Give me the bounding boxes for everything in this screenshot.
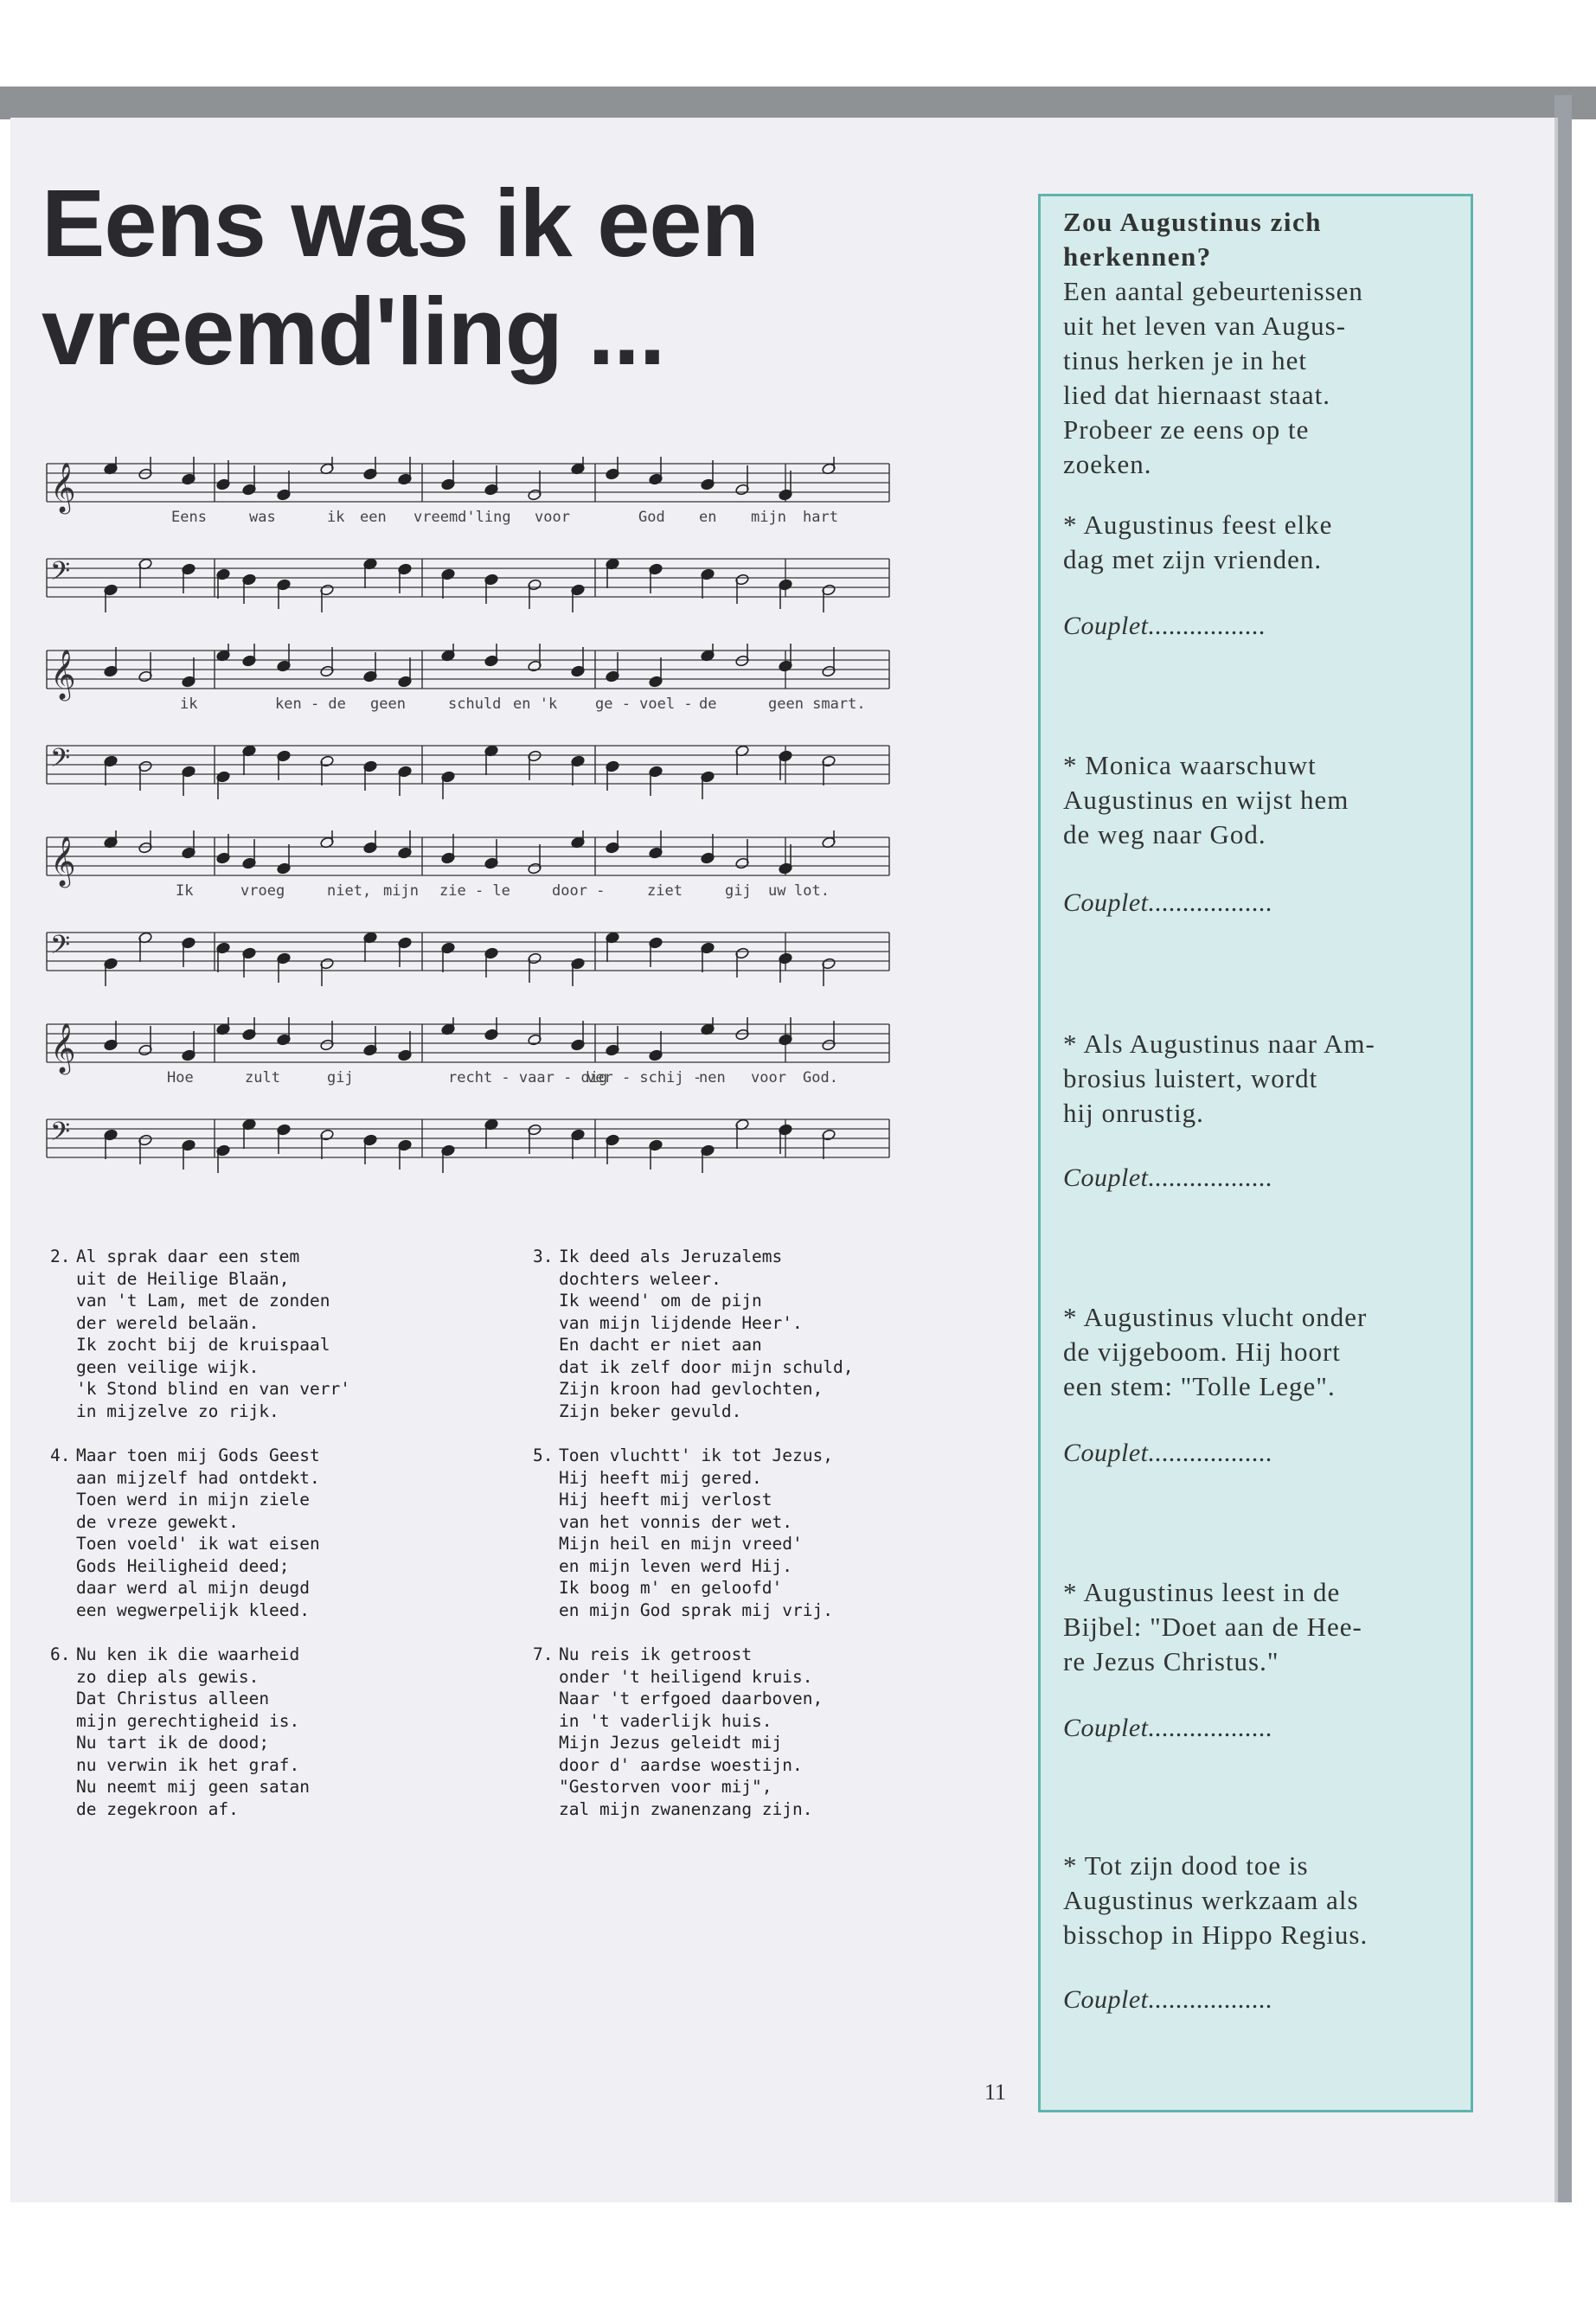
sidebar-item-line: Bijbel: "Doet aan de Hee- [1063,1612,1362,1642]
verse-lines [559,1644,823,1820]
lyric-word: niet, [327,882,372,900]
verse-line: Zijn beker gevuld. [559,1400,742,1421]
lyric-word: voor [535,509,570,526]
bass-staff [42,552,898,612]
verse-lines [76,1445,320,1621]
lyrics-row [42,695,898,715]
lyric-word: voor [751,1069,786,1086]
lyric-word: vroeg [240,882,285,900]
lyric-word: geen [370,695,406,713]
sidebar-item-line: * Als Augustinus naar Am- [1063,1029,1375,1059]
verses-left-column [50,1246,350,1843]
verse-line: zo diep als gewis. [76,1666,260,1687]
title-line-2: vreemd'ling ... [42,279,665,385]
lyrics-row [42,1069,898,1088]
verse-line: Zijn kroon had gevlochten, [559,1379,824,1399]
verse-lines [76,1246,350,1422]
verse-line: Nu ken ik die waarheid [76,1644,300,1664]
verse-line: door d' aardse woestijn. [559,1754,803,1775]
verse-line: onder 't heiligend kruis. [559,1666,813,1687]
sidebar-item-line: bisschop in Hippo Regius. [1063,1920,1368,1950]
lyric-word: schuld [448,695,502,713]
sidebar-item-line: Augustinus en wijst hem [1063,785,1349,815]
sidebar-intro-line: Probeer ze eens op te [1063,414,1310,445]
lyric-word: recht - vaar - dig [448,1069,608,1086]
verse-line: Dat Christus alleen [76,1689,270,1708]
lyric-word: God. [803,1069,838,1086]
sidebar-item-line: de vijgeboom. Hij hoort [1063,1336,1341,1367]
verse-line: en mijn God sprak mij vrij. [559,1599,833,1620]
couplet-answer-line: Couplet.................. [1063,1985,1273,2014]
sidebar-item-line: * Augustinus leest in de [1063,1577,1341,1607]
sidebar-item [1063,748,1461,852]
verse-line: Toen voeld' ik wat eisen [76,1534,320,1554]
couplet-answer-line: Couplet................. [1063,612,1266,640]
verse-line: Gods Heiligheid deed; [76,1555,290,1576]
verse-line: dochters weleer. [559,1268,721,1289]
sidebar-item [1063,1575,1461,1679]
lyric-word: geen smart. [768,695,866,713]
lyric-word: een [360,509,387,526]
couplet-answer-line: Couplet.................. [1063,1439,1273,1467]
lyric-word: ver - schij - [586,1069,702,1086]
verse-number: 5. [533,1445,554,1465]
verse-line: en mijn leven werd Hij. [559,1555,793,1576]
lyric-word: ik [180,695,198,713]
verse-line: in 't vaderlijk huis. [559,1710,772,1731]
sidebar-item [1063,1300,1461,1404]
verse-line: de vreze gewekt. [76,1511,239,1532]
lyric-word: mijn [383,882,419,900]
verse [50,1445,350,1621]
title-line-1: Eens was ik een [42,170,759,277]
sidebar-item-line: een stem: "Tolle Lege". [1063,1371,1336,1401]
lyric-word: ge - voel - [595,695,693,713]
sidebar-intro-line: Een aantal gebeurtenissen [1063,276,1363,306]
verse-line: van mijn lijdende Heer'. [559,1312,803,1333]
lyric-word: gij [327,1069,354,1086]
lyrics-row [42,882,898,901]
lyric-word: gij [725,882,752,900]
verse-line: Toen werd in mijn ziele [76,1490,311,1509]
verse-line: mijn gerechtigheid is. [76,1710,300,1731]
verse-line: Nu neemt mij geen satan [76,1777,311,1797]
verse-line: van het vonnis der wet. [559,1511,793,1532]
bass-clef-icon: 𝄢 [50,1118,71,1153]
lyric-word: ik [327,509,345,526]
bass-staff [42,739,898,799]
sidebar-item-line: Augustinus werkzaam als [1063,1885,1359,1915]
verse-line: aan mijzelf had ontdekt. [76,1467,320,1488]
sidebar-intro-line: uit het leven van Augus- [1063,311,1347,341]
verse-number: 3. [533,1247,554,1266]
verse-number: 6. [50,1644,71,1664]
verse [50,1246,350,1422]
sidebar-item-line: * Augustinus feest elke [1063,510,1333,540]
lyric-word: door - [552,882,606,900]
verse-line: zal mijn zwanenzang zijn. [559,1798,813,1819]
verse [533,1644,853,1820]
lyric-word: en 'k [513,695,558,713]
lyric-word: hart [803,509,838,526]
verse-line: "Gestorven voor mij", [559,1777,772,1797]
verse-line: van 't Lam, met de zonden [76,1291,330,1311]
page-number: 11 [984,2080,1007,2105]
verse-line: Hij heeft mij gered. [559,1467,762,1488]
lyric-word: ziet [647,882,683,900]
sidebar-intro-line: zoeken. [1063,449,1152,479]
sidebar-item-line: hij onrustig. [1063,1098,1204,1128]
sidebar-item-line: brosius luistert, wordt [1063,1063,1318,1093]
lyric-word: Eens [171,509,207,526]
verse-lines [559,1445,833,1621]
sidebar-heading-line-2: herkennen? [1063,241,1212,272]
verse-line: Ik boog m' en geloofd' [559,1578,783,1598]
verse-line: Ik weend' om de pijn [559,1291,762,1311]
lyric-word: nen [699,1069,726,1086]
bass-clef-icon: 𝄢 [50,744,71,779]
couplet-answer-line: Couplet.................. [1063,888,1273,917]
sidebar-intro-line: tinus herken je in het [1063,345,1307,375]
bass-clef-icon: 𝄢 [50,931,71,966]
lyric-word: Ik [176,882,194,900]
treble-clef-icon: 𝄞 [50,1022,76,1073]
sidebar-item [1063,508,1461,577]
lyric-word: vreemd'ling [413,509,511,526]
verse-line: Mijn heil en mijn vreed' [559,1534,803,1554]
verse-line: nu verwin ik het graf. [76,1754,300,1775]
sidebar-heading [1063,205,1453,274]
verse-line: dat ik zelf door mijn schuld, [559,1356,854,1377]
verse [533,1246,853,1422]
page-title [42,170,976,386]
bass-clef-icon: 𝄢 [50,557,71,593]
verses-right-column [533,1246,853,1843]
sidebar-item-line: de weg naar God. [1063,819,1266,849]
verse-line: En dacht er niet aan [559,1335,762,1355]
verse-line: Hij heeft mij verlost [559,1490,772,1509]
lyric-word: Hoe [167,1069,194,1086]
lyric-word: zult [245,1069,280,1086]
treble-clef-icon: 𝄞 [50,836,76,886]
sidebar-item [1063,1027,1461,1131]
scan-right-edge [1554,95,1572,2202]
lyric-word: was [249,509,276,526]
verse-line: een wegwerpelijk kleed. [76,1599,311,1620]
bass-staff [42,1112,898,1173]
verse [50,1644,350,1820]
lyric-word: uw [768,882,786,900]
verse-line: in mijzelve zo rijk. [76,1400,279,1421]
lyric-word: ken - de [275,695,346,713]
lyric-word: mijn [751,509,786,526]
sidebar-item-line: dag met zijn vrienden. [1063,544,1323,574]
couplet-answer-line: Couplet.................. [1063,1714,1273,1742]
verse [533,1445,853,1621]
lyric-word: de [699,695,717,713]
verse-line: Ik deed als Jeruzalems [559,1247,783,1266]
verse-number: 4. [50,1445,71,1465]
sidebar-item-line: * Augustinus vlucht onder [1063,1302,1368,1332]
sidebar-intro-line: lied dat hiernaast staat. [1063,380,1331,410]
sidebar-item [1063,1849,1461,1952]
sidebar-box [1038,194,1473,2112]
verse-line: der wereld belaän. [76,1312,260,1333]
verse-number: 7. [533,1644,554,1664]
verse-line: uit de Heilige Blaän, [76,1268,290,1289]
sidebar-item-line: re Jezus Christus." [1063,1646,1279,1676]
verse-line: Maar toen mij Gods Geest [76,1445,320,1465]
sidebar-item-line: * Monica waarschuwt [1063,750,1317,780]
lyrics-row [42,509,898,528]
verse-line: Al sprak daar een stem [76,1247,300,1266]
verse-line: Nu reis ik getroost [559,1644,753,1664]
bass-staff [42,926,898,986]
verse-line: Ik zocht bij de kruispaal [76,1335,330,1355]
lyric-word: God [638,509,665,526]
lyric-word: lot. [794,882,830,900]
verse-lines [559,1246,853,1422]
verse-lines [76,1644,310,1820]
treble-clef-icon: 𝄞 [50,462,76,512]
verse-line: Nu tart ik de dood; [76,1733,270,1753]
verse-line: Mijn Jezus geleidt mij [559,1733,783,1753]
lyric-word: zie - le [439,882,510,900]
verse-line: Toen vluchtt' ik tot Jezus, [559,1445,833,1465]
lyric-word: en [699,509,717,526]
verse-line: de zegekroon af. [76,1798,239,1819]
scan-top-band [0,87,1596,119]
verse-line: Naar 't erfgoed daarboven, [559,1689,824,1708]
sidebar-heading-line-1: Zou Augustinus zich [1063,207,1322,237]
treble-clef-icon: 𝄞 [50,649,76,699]
verse-line: 'k Stond blind en van verr' [76,1379,350,1399]
couplet-answer-line: Couplet.................. [1063,1163,1273,1192]
verse-line: geen veilige wijk. [76,1356,260,1377]
verse-line: daar werd al mijn deugd [76,1578,311,1598]
verse-number: 2. [50,1247,71,1266]
sidebar-intro [1063,274,1453,482]
sidebar-item-line: * Tot zijn dood toe is [1063,1850,1309,1881]
